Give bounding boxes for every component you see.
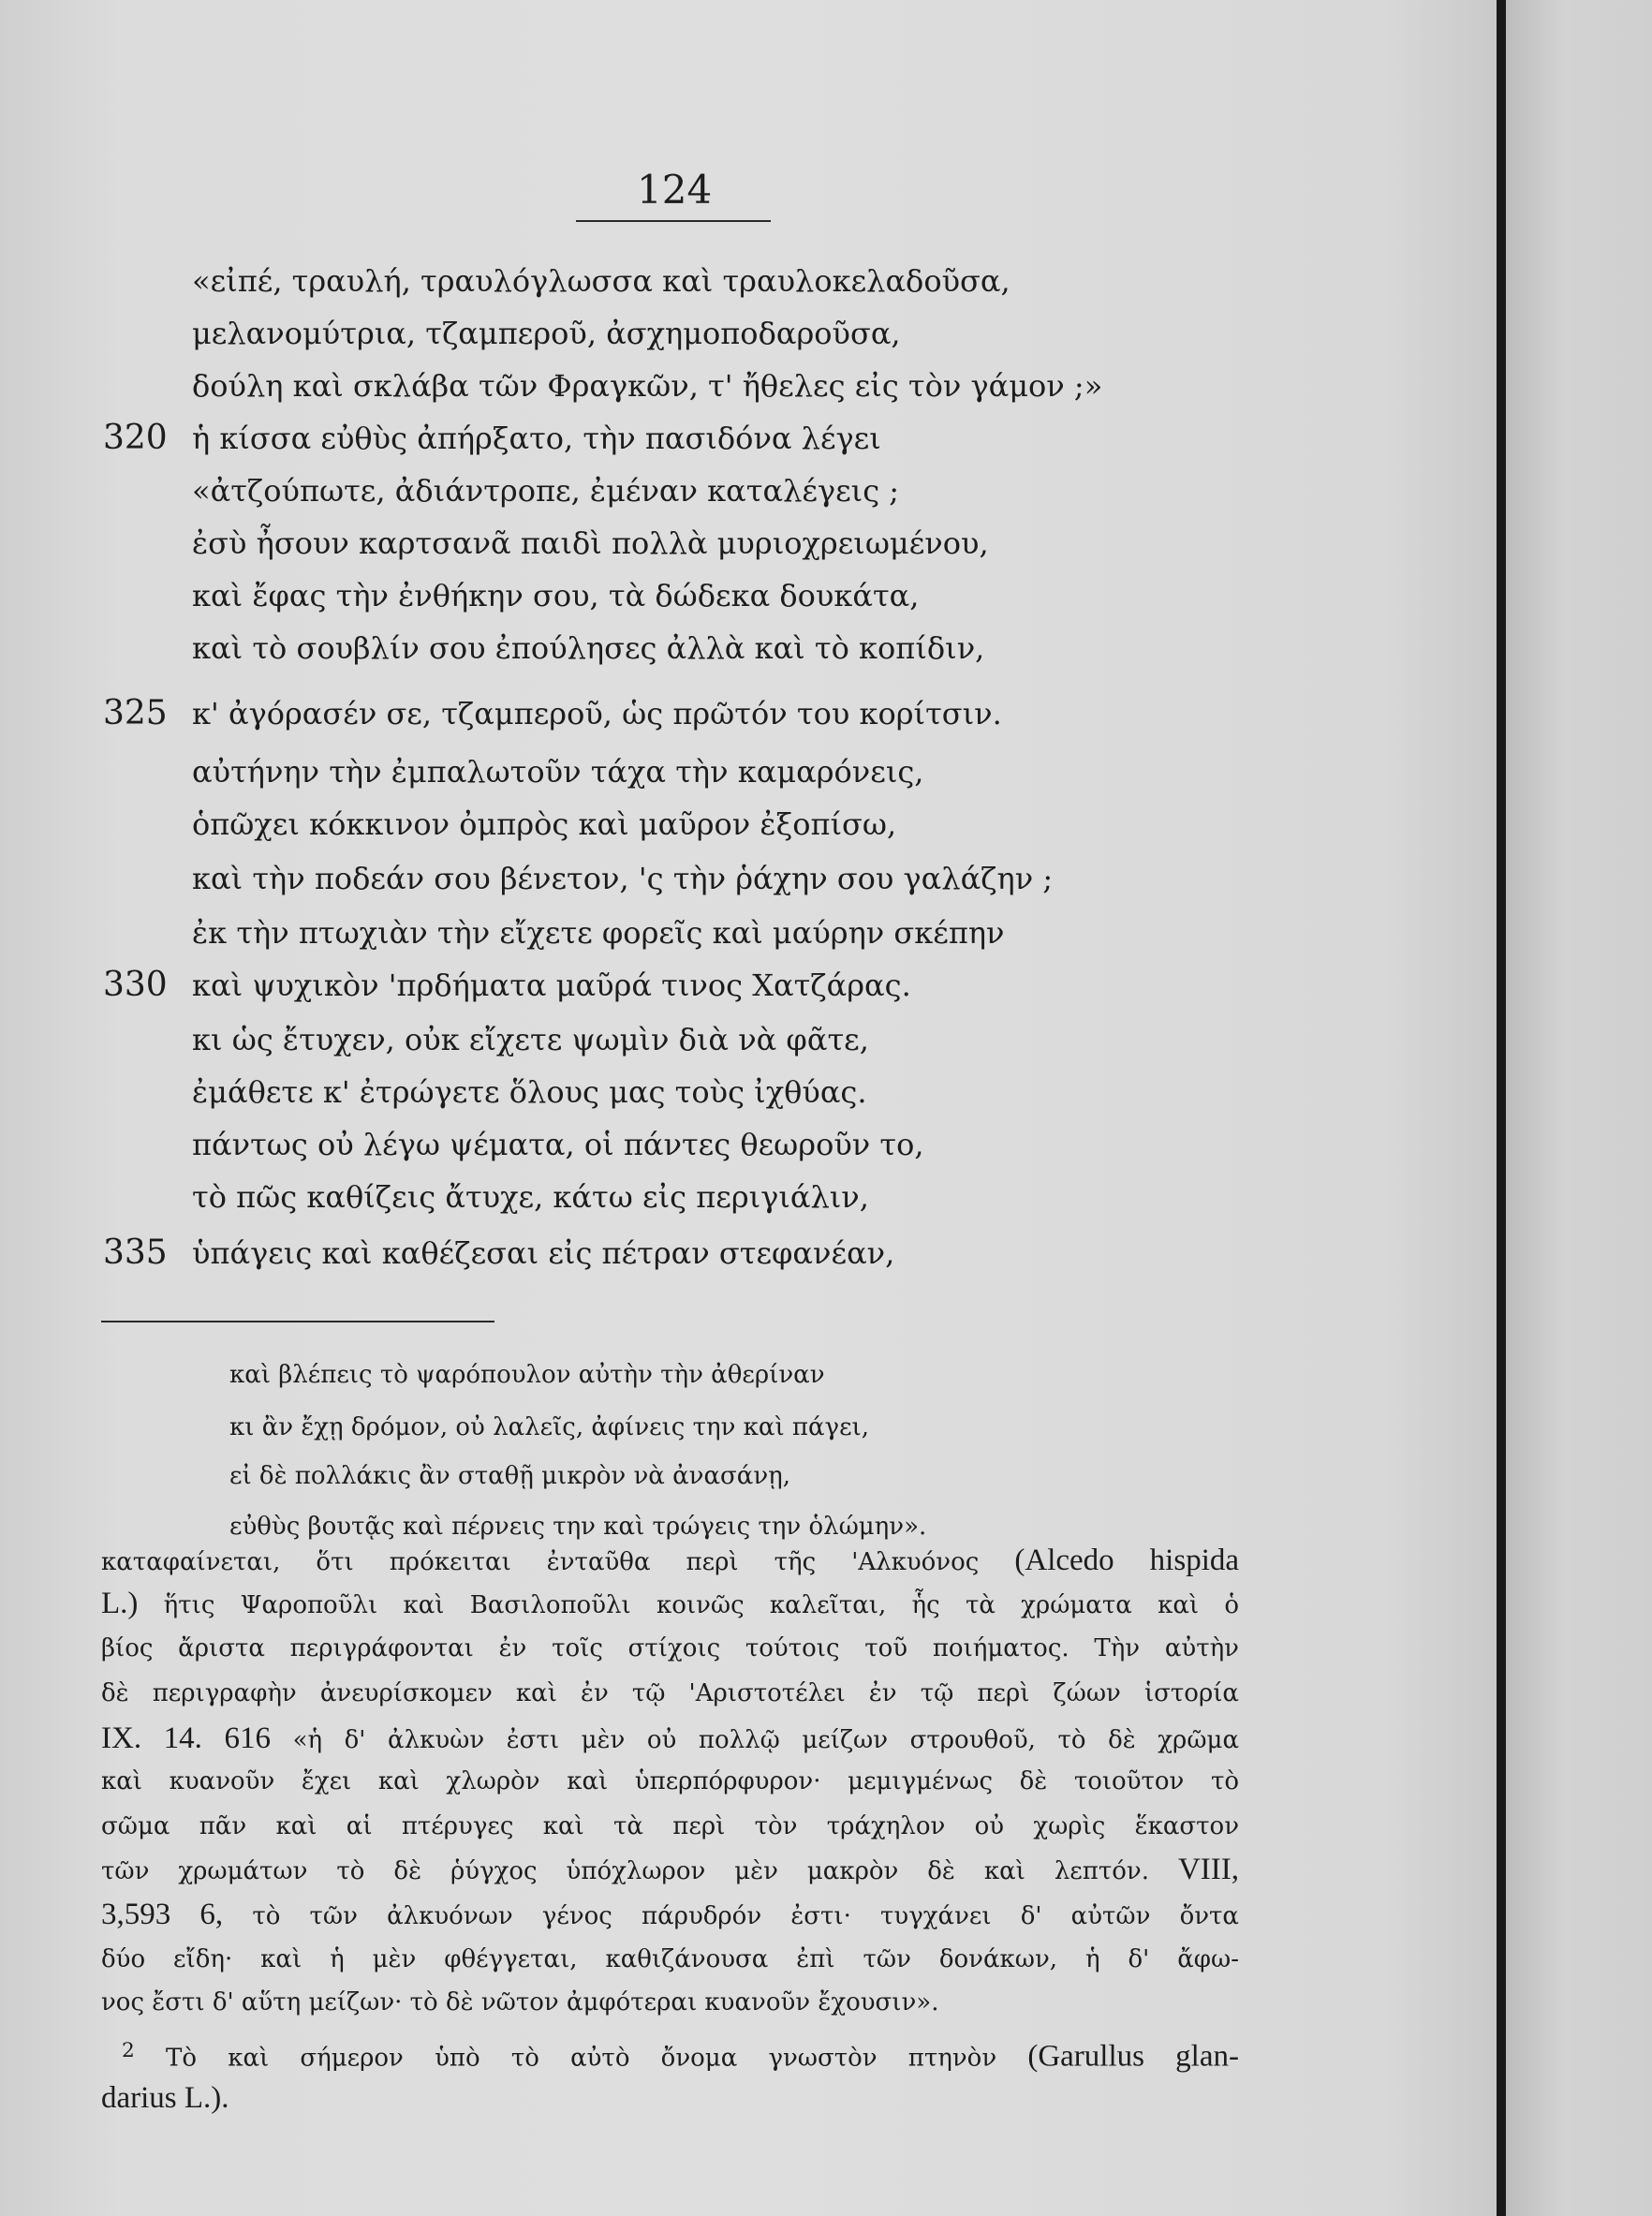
verse-text: καὶ ἔφας τὴν ἐνθήκην σου, τὰ δώδεκα δουκάτα, — [192, 578, 920, 613]
verse-text: ὁπῶχει κόκκινον ὀμπρὸς καὶ μαῦρον ἐξοπίσω, — [192, 806, 897, 842]
footnote-prose-line: νος ἔστι δ' αὕτη μείζων· τὸ δὲ νῶτον ἀμφότεραι κυανοῦν ἔχουσιν». — [101, 1988, 939, 2017]
footnote-prose-line: σῶμα πᾶν καὶ αἱ πτέρυγες καὶ τὰ περὶ τὸν τράχηλον οὐ χωρὶς ἕκαστον — [101, 1812, 1239, 1840]
footnote-verse: εὐθὺς βουτᾷς καὶ πέρνεις την καὶ τρώγεις την ὁλώμην». — [229, 1513, 927, 1541]
verse-text: δούλη καὶ σκλάβα τῶν Φραγκῶν, τ' ἤθελες εἰς τὸν γάμον ;» — [192, 368, 1103, 404]
footnote-prose-line — [101, 1894, 1239, 1937]
footnote-text: Τὸ καὶ σήμερον ὑπὸ τὸ αὐτὸ ὄνομα γνωστὸν πτηνὸν — [134, 2044, 1028, 2073]
footnote-verse: εἰ δὲ πολλάκις ἂν σταθῇ μικρὸν νὰ ἀνασάνῃ, — [229, 1462, 790, 1490]
footnote-prose-line: δύο εἴδη· καὶ ἡ μὲν φθέγγεται, καθιζάνουσα ἐπὶ τῶν δονάκων, ἡ δ' ἄφω- — [101, 1945, 1239, 1973]
footnote-rule — [101, 1321, 494, 1322]
verse-text: τὸ πῶς καθίζεις ἄτυχε, κάτω εἰς περιγιάλιν, — [192, 1179, 869, 1215]
book-spine — [1497, 0, 1506, 2216]
footnote-prose-line — [101, 1583, 1239, 1626]
footnote-verse: κι ἂν ἔχῃ δρόμον, οὐ λαλεῖς, ἀφίνεις την καὶ πάγει, — [229, 1413, 870, 1441]
footnote-prose-line: δὲ περιγραφὴν ἀνευρίσκομεν καὶ ἐν τῷ 'Αριστοτέλει ἐν τῷ περὶ ζώων ἱστορία — [101, 1679, 1239, 1707]
footnote-text: «ἡ δ' ἀλκυὼν ἐστι μὲν οὐ πολλῷ μείζων στρουθοῦ, τὸ δὲ χρῶμα — [270, 1726, 1239, 1754]
footnote-marker: 2 — [122, 2039, 135, 2062]
header-rule — [576, 220, 771, 222]
footnote-prose-line — [101, 1540, 1239, 1583]
verse-text: ἐμάθετε κ' ἐτρώγετε ὅλους μας τοὺς ἰχθύας. — [192, 1074, 867, 1110]
reference-number: IX. 14. 616 — [101, 1721, 271, 1755]
page-number: 124 — [637, 167, 713, 213]
line-number: 325 — [103, 694, 168, 732]
verse-text: πάντως οὐ λέγω ψέματα, οἱ πάντες θεωροῦν το, — [192, 1127, 924, 1162]
reference-number: VIII, — [1177, 1853, 1239, 1886]
verse-text: καὶ τὸ σουβλίν σου ἐπούλησες ἀλλὰ καὶ τὸ κοπίδιν, — [192, 630, 985, 666]
reference-number: 3,593 6, — [101, 1898, 224, 1931]
verse-text: ἡ κίσσα εὐθὺς ἀπήρξατο, τὴν πασιδόνα λέγει — [192, 421, 881, 456]
verse-text: αὐτήνην τὴν ἐμπαλωτοῦν τάχα τὴν καμαρόνεις, — [192, 754, 924, 790]
footnote-2-continuation — [101, 2077, 1239, 2120]
footnote-prose-line: καὶ κυανοῦν ἔχει καὶ χλωρὸν καὶ ὑπερπόρφυρον· μεμιγμένως δὲ τοιοῦτον τὸ — [101, 1767, 1239, 1795]
verse-text: καὶ ψυχικὸν 'πρδήματα μαῦρά τινος Χατζάρας. — [192, 968, 911, 1003]
verse-text: κ' ἀγόρασέν σε, τζαμπεροῦ, ὡς πρῶτόν του κορίτσιν. — [192, 696, 1002, 731]
verse-text: «ἀτζούπωτε, ἀδιάντροπε, ἐμέναν καταλέγεις ; — [192, 473, 900, 509]
footnote-text: τὸ τῶν ἀλκυόνων γένος πάρυδρόν ἐστι· τυγχάνει δ' αὐτῶν ὄντα — [223, 1902, 1239, 1930]
verse-text: κι ὡς ἔτυχεν, οὐκ εἴχετε ψωμὶν διὰ νὰ φᾶτε, — [192, 1022, 869, 1057]
footnote-prose-line — [101, 1849, 1239, 1892]
footnote-text: τῶν χρωμάτων τὸ δὲ ῥύγχος ὑπόχλωρον μὲν μακρὸν δὲ καὶ λεπτόν. — [101, 1857, 1178, 1885]
latin-name: L.) — [101, 1587, 139, 1620]
verse-text: ἐσὺ ἦσουν καρτσανᾶ παιδὶ πολλὰ μυριοχρειωμένου, — [192, 525, 989, 561]
latin-name: (Garullus glan- — [1027, 2039, 1239, 2074]
footnote-text: ἥτις Ψαροποῦλι καὶ Βασιλοποῦλι κοινῶς καλεῖται, ἧς τὰ χρώματα καὶ ὁ — [138, 1591, 1239, 1619]
verse-text: ὑπάγεις καὶ καθέζεσαι εἰς πέτραν στεφανέαν, — [192, 1235, 895, 1271]
line-number: 330 — [103, 966, 168, 1004]
footnote-2 — [122, 2031, 1239, 2079]
footnote-text: καταφαίνεται, ὅτι πρόκειται ἐνταῦθα περὶ τῆς 'Αλκυόνος — [101, 1548, 1015, 1576]
facing-page-edge — [1506, 0, 1652, 2216]
footnote-prose-line: βίος ἄριστα περιγράφονται ἐν τοῖς στίχοις τούτοις τοῦ ποιήματος. Τὴν αὐτὴν — [101, 1634, 1239, 1662]
verse-text: «εἰπέ, τραυλή, τραυλόγλωσσα καὶ τραυλοκελαδοῦσα, — [192, 263, 1010, 299]
verse-text: μελανομύτρια, τζαμπεροῦ, ἀσχημοποδαροῦσα, — [192, 316, 901, 351]
footnote-prose-line — [101, 1718, 1239, 1761]
footnote-verse: καὶ βλέπεις τὸ ψαρόπουλον αὐτὴν τὴν ἀθερίναν — [229, 1361, 825, 1389]
verse-text: ἐκ τὴν πτωχιὰν τὴν εἴχετε φορεῖς καὶ μαύρην σκέπην — [192, 915, 1005, 951]
line-number: 320 — [103, 419, 168, 457]
line-number: 335 — [103, 1234, 168, 1272]
latin-name: darius L.). — [101, 2081, 229, 2115]
verse-text: καὶ τὴν ποδεάν σου βένετον, 'ς τὴν ῥάχην σου γαλάζην ; — [192, 861, 1054, 896]
latin-name: (Alcedo hispida — [1014, 1544, 1240, 1577]
